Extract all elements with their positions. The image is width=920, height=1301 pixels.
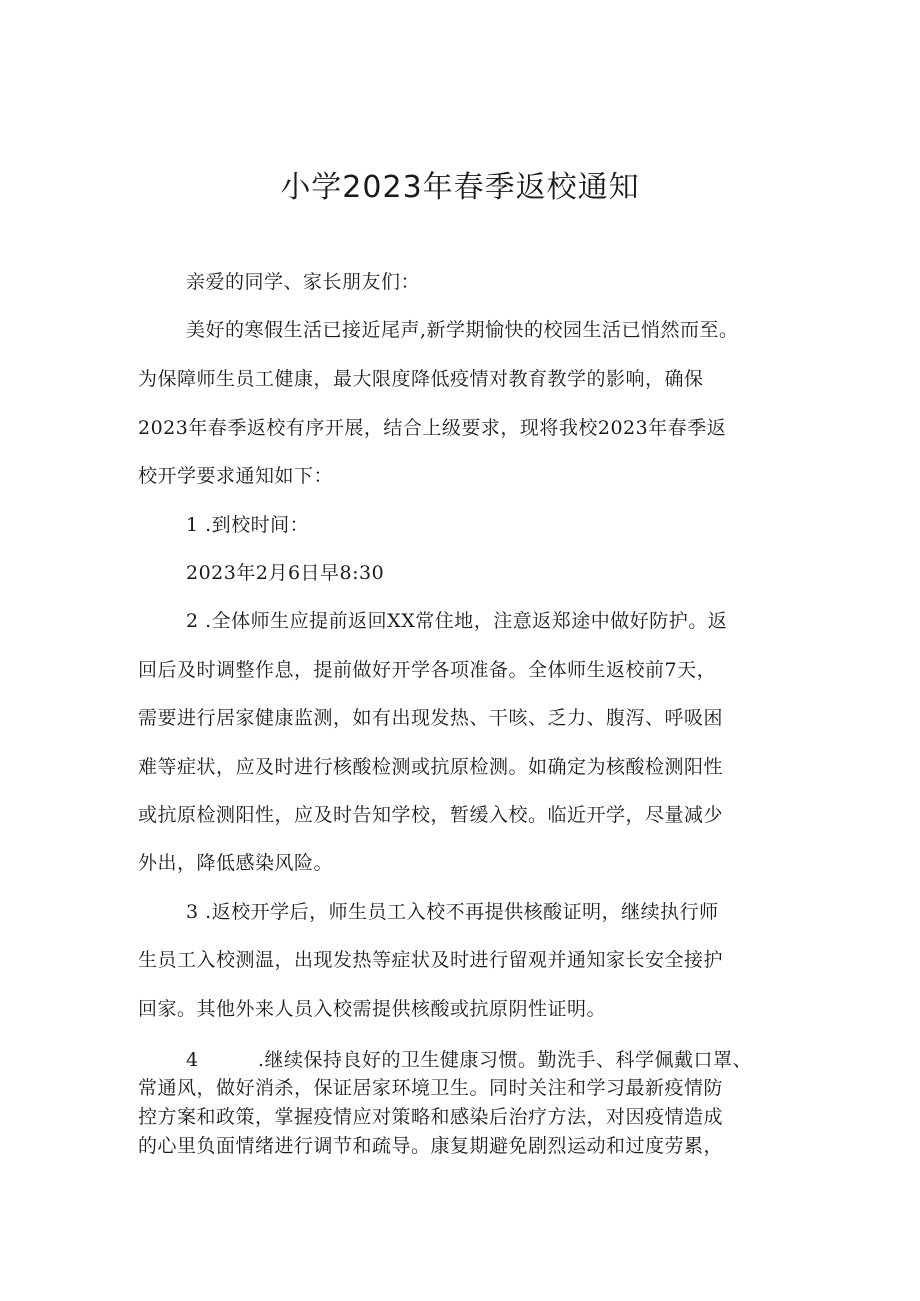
document-title: 小学2023年春季返校通知 [280,170,640,205]
item3-line: 回家。其他外来人员入校需提供核酸或抗原阴性证明。 [138,998,607,1020]
intro-line: 为保障师生员工健康，最大限度降低疫情对教育教学的影响，确保 [138,368,704,390]
intro-line: 美好的寒假生活已接近尾声,新学期愉快的校园生活已悄然而至。 [186,319,739,341]
item2-line: 需要进行居家健康监测，如有出现发热、干咳、乏力、腹泻、呼吸困 [138,707,724,729]
item2-line: 2 .全体师生应提前返回XX常住地，注意返郑途中做好防护。返 [186,610,728,632]
item4-line: 常通风，做好消杀，保证居家环境卫生。同时关注和学习最新疫情防 [138,1077,724,1099]
item2-line: 难等症状，应及时进行核酸检测或抗原检测。如确定为核酸检测阳性 [138,756,724,778]
item4-line: 控方案和政策，掌握疫情应对策略和感染后治疗方法，对因疫情造成 [138,1106,724,1128]
greeting: 亲爱的同学、家长朋友们： [186,271,421,293]
item4-number: 4 [186,1049,199,1071]
item2-line: 外出，降低感染风险。 [138,852,334,874]
item1-heading: 1 .到校时间： [186,514,310,536]
item1-time: 2023年2月6日早8:30 [186,562,385,584]
item2-line: 或抗原检测阳性，应及时告知学校，暂缓入校。临近开学，尽量减少 [138,804,724,826]
item4-line: .继续保持良好的卫生健康习惯。勤洗手、科学佩戴口罩、 [258,1049,753,1071]
item4-line: 的心里负面情绪进行调节和疏导。康复期避免剧烈运动和过度劳累， [138,1135,724,1157]
intro-line: 2023年春季返校有序开展，结合上级要求，现将我校2023年春季返 [138,417,727,439]
intro-line: 校开学要求通知如下： [138,465,334,487]
item3-line: 3 .返校开学后，师生员工入校不再提供核酸证明，继续执行师 [186,901,719,923]
item3-line: 生员工入校测温，出现发热等症状及时进行留观并通知家长安全接护 [138,949,724,971]
item2-line: 回后及时调整作息，提前做好开学各项准备。全体师生返校前7天， [138,659,717,681]
